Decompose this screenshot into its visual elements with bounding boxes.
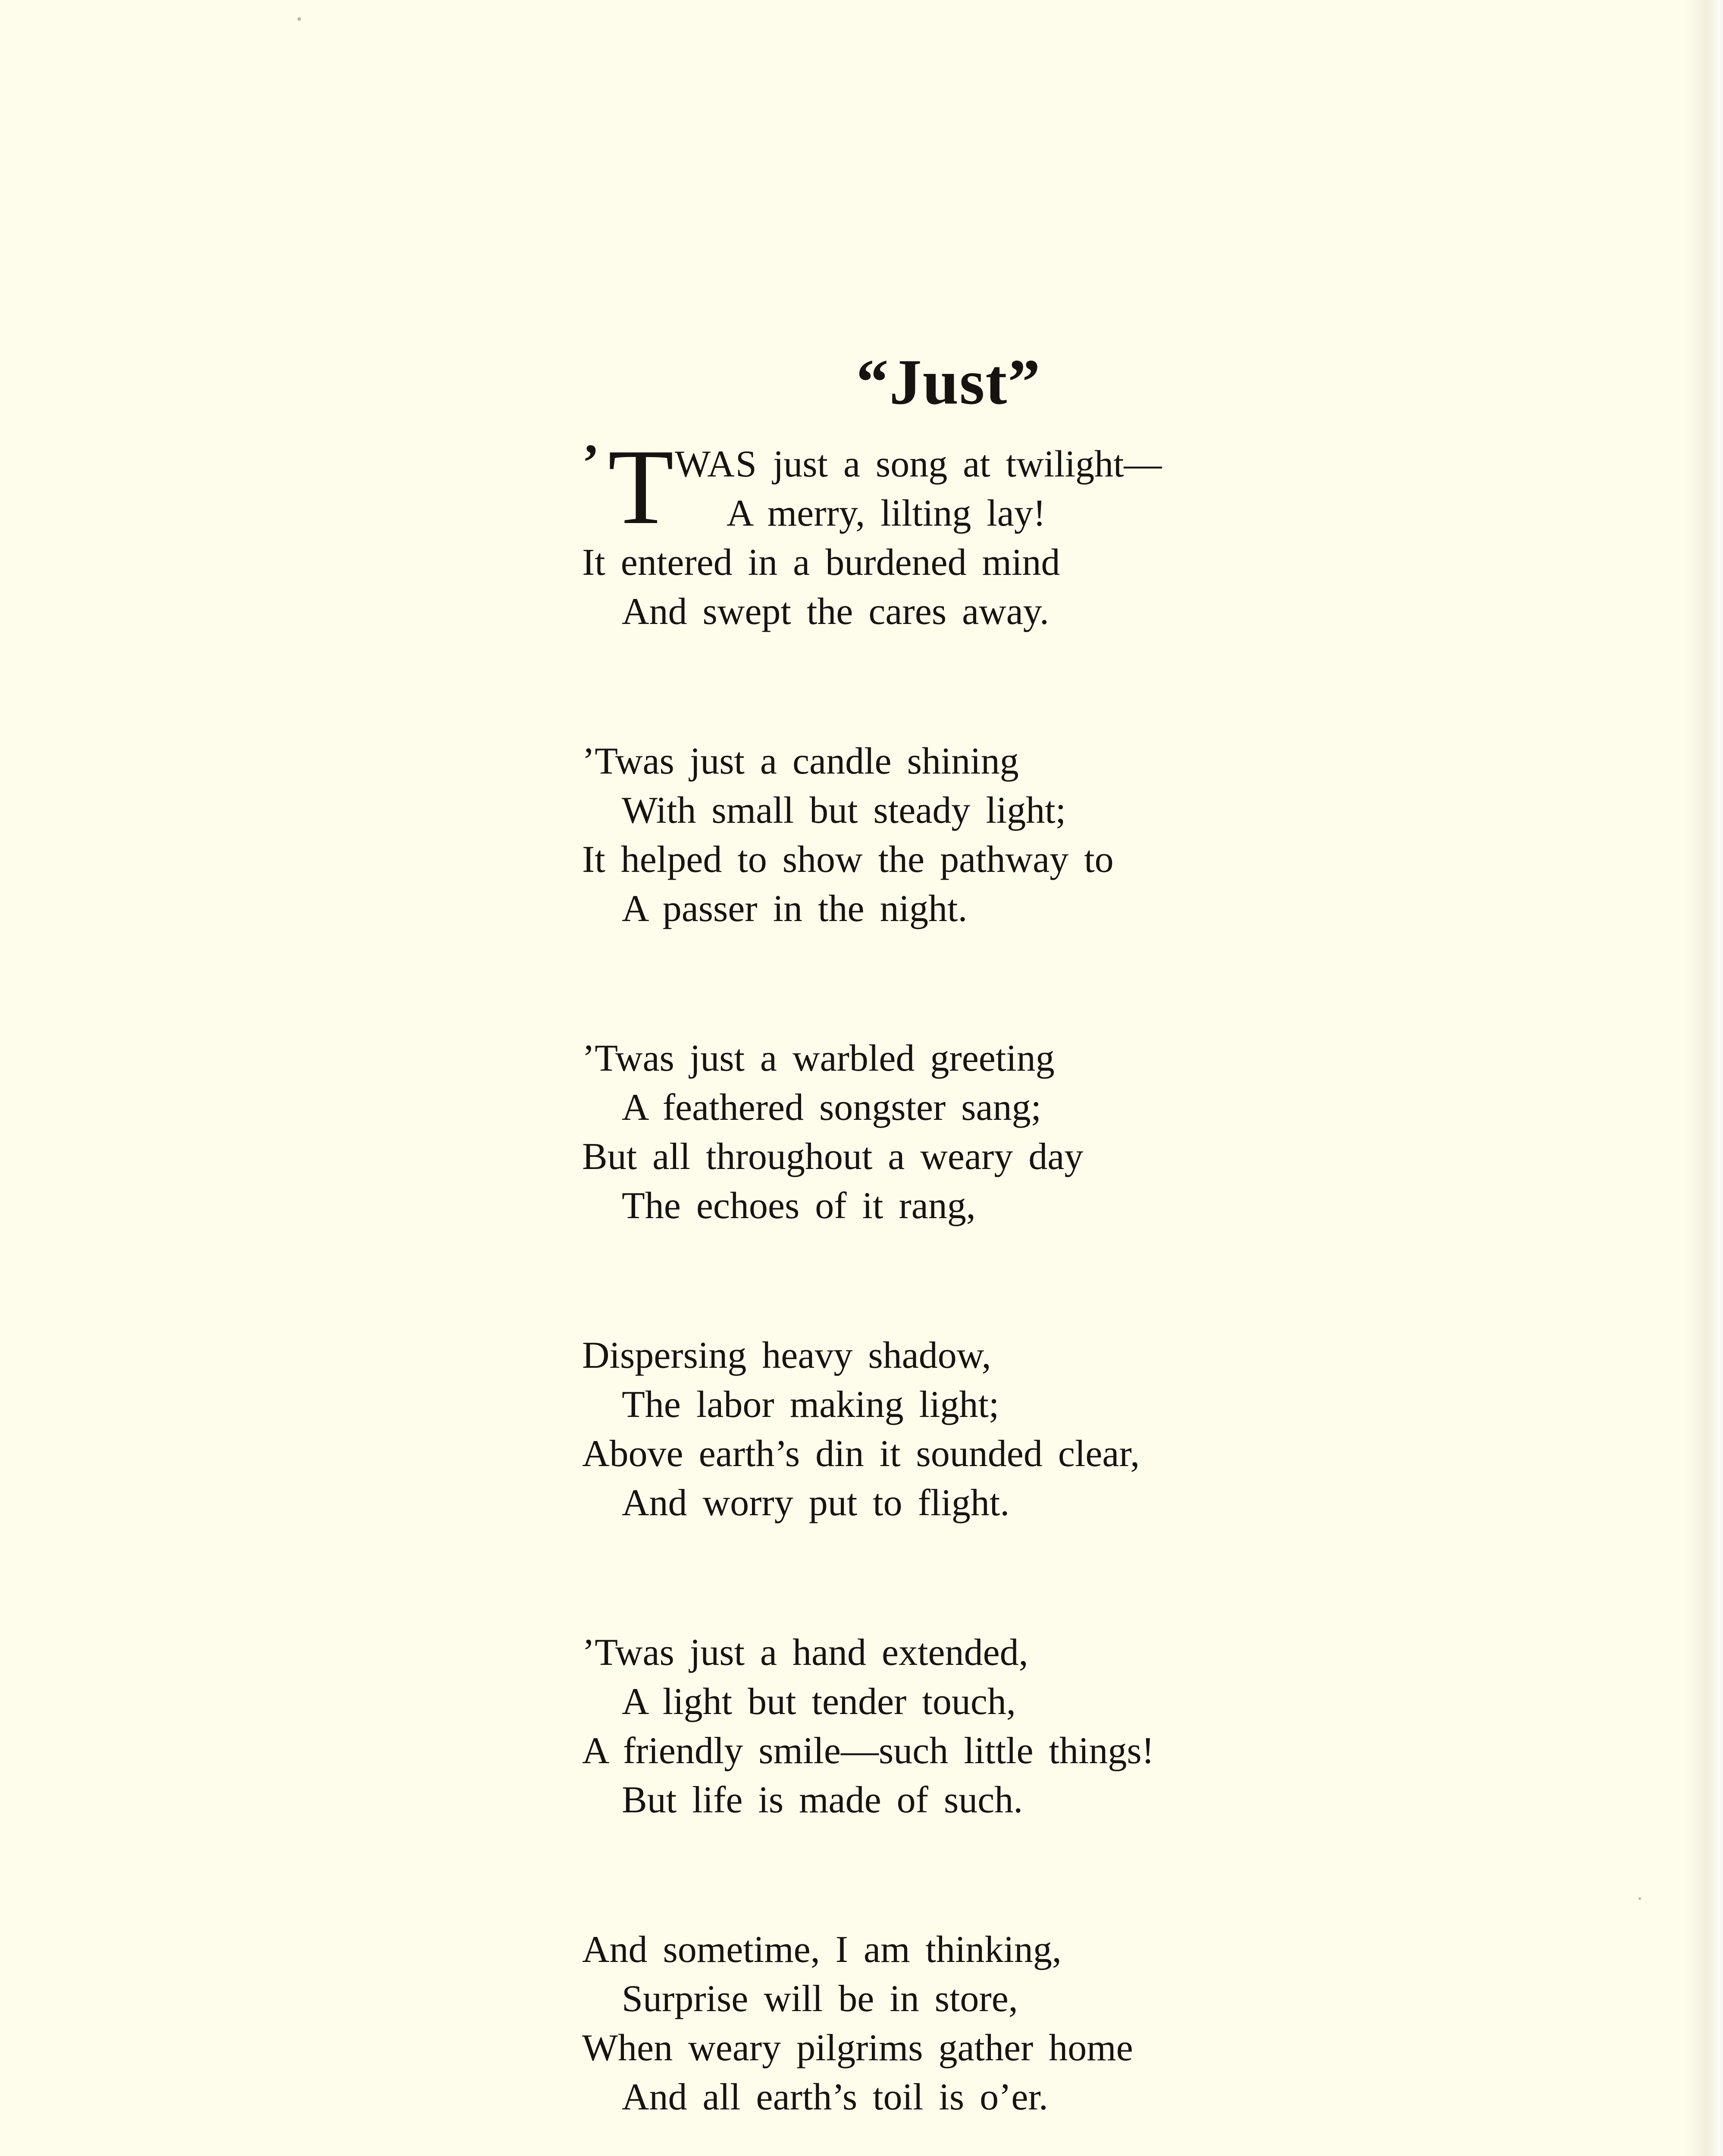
first-line-caps: WAS (675, 443, 758, 485)
stanza (582, 427, 1574, 636)
poem-line: A passer in the night. (622, 888, 968, 930)
stanza (582, 1331, 1574, 1528)
stanza (582, 737, 1574, 934)
paper-speck (1638, 1897, 1641, 1900)
poem-line: ’Twas just a candle shining (582, 740, 1019, 782)
poem-title: “Just” (856, 346, 1041, 418)
dropcap-apostrophe: ’ (582, 433, 599, 491)
poem-line: A feathered songster sang; (622, 1087, 1042, 1128)
poem-line: A merry, lilting lay! (727, 492, 1046, 534)
poem-line: ’Twas just a warbled greeting (582, 1037, 1055, 1079)
poem-line: A light but tender touch, (622, 1681, 1016, 1723)
poem-line: And all earth’s toil is o’er. (622, 2076, 1048, 2118)
poem-line: Dispersing heavy shadow, (582, 1335, 991, 1376)
poem-line: The echoes of it rang, (622, 1185, 976, 1227)
poem-line: With small but steady light; (622, 790, 1066, 831)
stanza (582, 1628, 1574, 1825)
poem-line: ’Twas just a hand extended, (582, 1632, 1028, 1673)
paper-speck (298, 17, 301, 21)
poem-line: And worry put to flight. (622, 1482, 1010, 1524)
page-edge-shading (1684, 0, 1723, 2156)
poem-line: A friendly smile—such little things! (582, 1730, 1154, 1772)
poem-line: The labor making light; (622, 1384, 999, 1426)
stanza (582, 1034, 1574, 1231)
page-edge-highlight (1720, 0, 1723, 2156)
poem-line: And swept the cares away. (622, 591, 1049, 633)
poem-line: It entered in a burdened mind (582, 542, 1060, 583)
poem-line: It helped to show the pathway to (582, 839, 1114, 881)
poem-line: Above earth’s din it sounded clear, (582, 1433, 1140, 1475)
poem-line: And sometime, I am thinking, (582, 1929, 1062, 1971)
dropcap-letter: T (608, 427, 674, 547)
poem-line: Surprise will be in store, (622, 1978, 1018, 2020)
poem-line: But all throughout a weary day (582, 1136, 1084, 1178)
stanza (582, 1925, 1574, 2122)
poem-line: When weary pilgrims gather home (582, 2027, 1133, 2069)
first-line-rest: just a song at twilight— (773, 443, 1162, 485)
poem-line: But life is made of such. (622, 1779, 1023, 1821)
poem-body (582, 427, 1574, 2156)
